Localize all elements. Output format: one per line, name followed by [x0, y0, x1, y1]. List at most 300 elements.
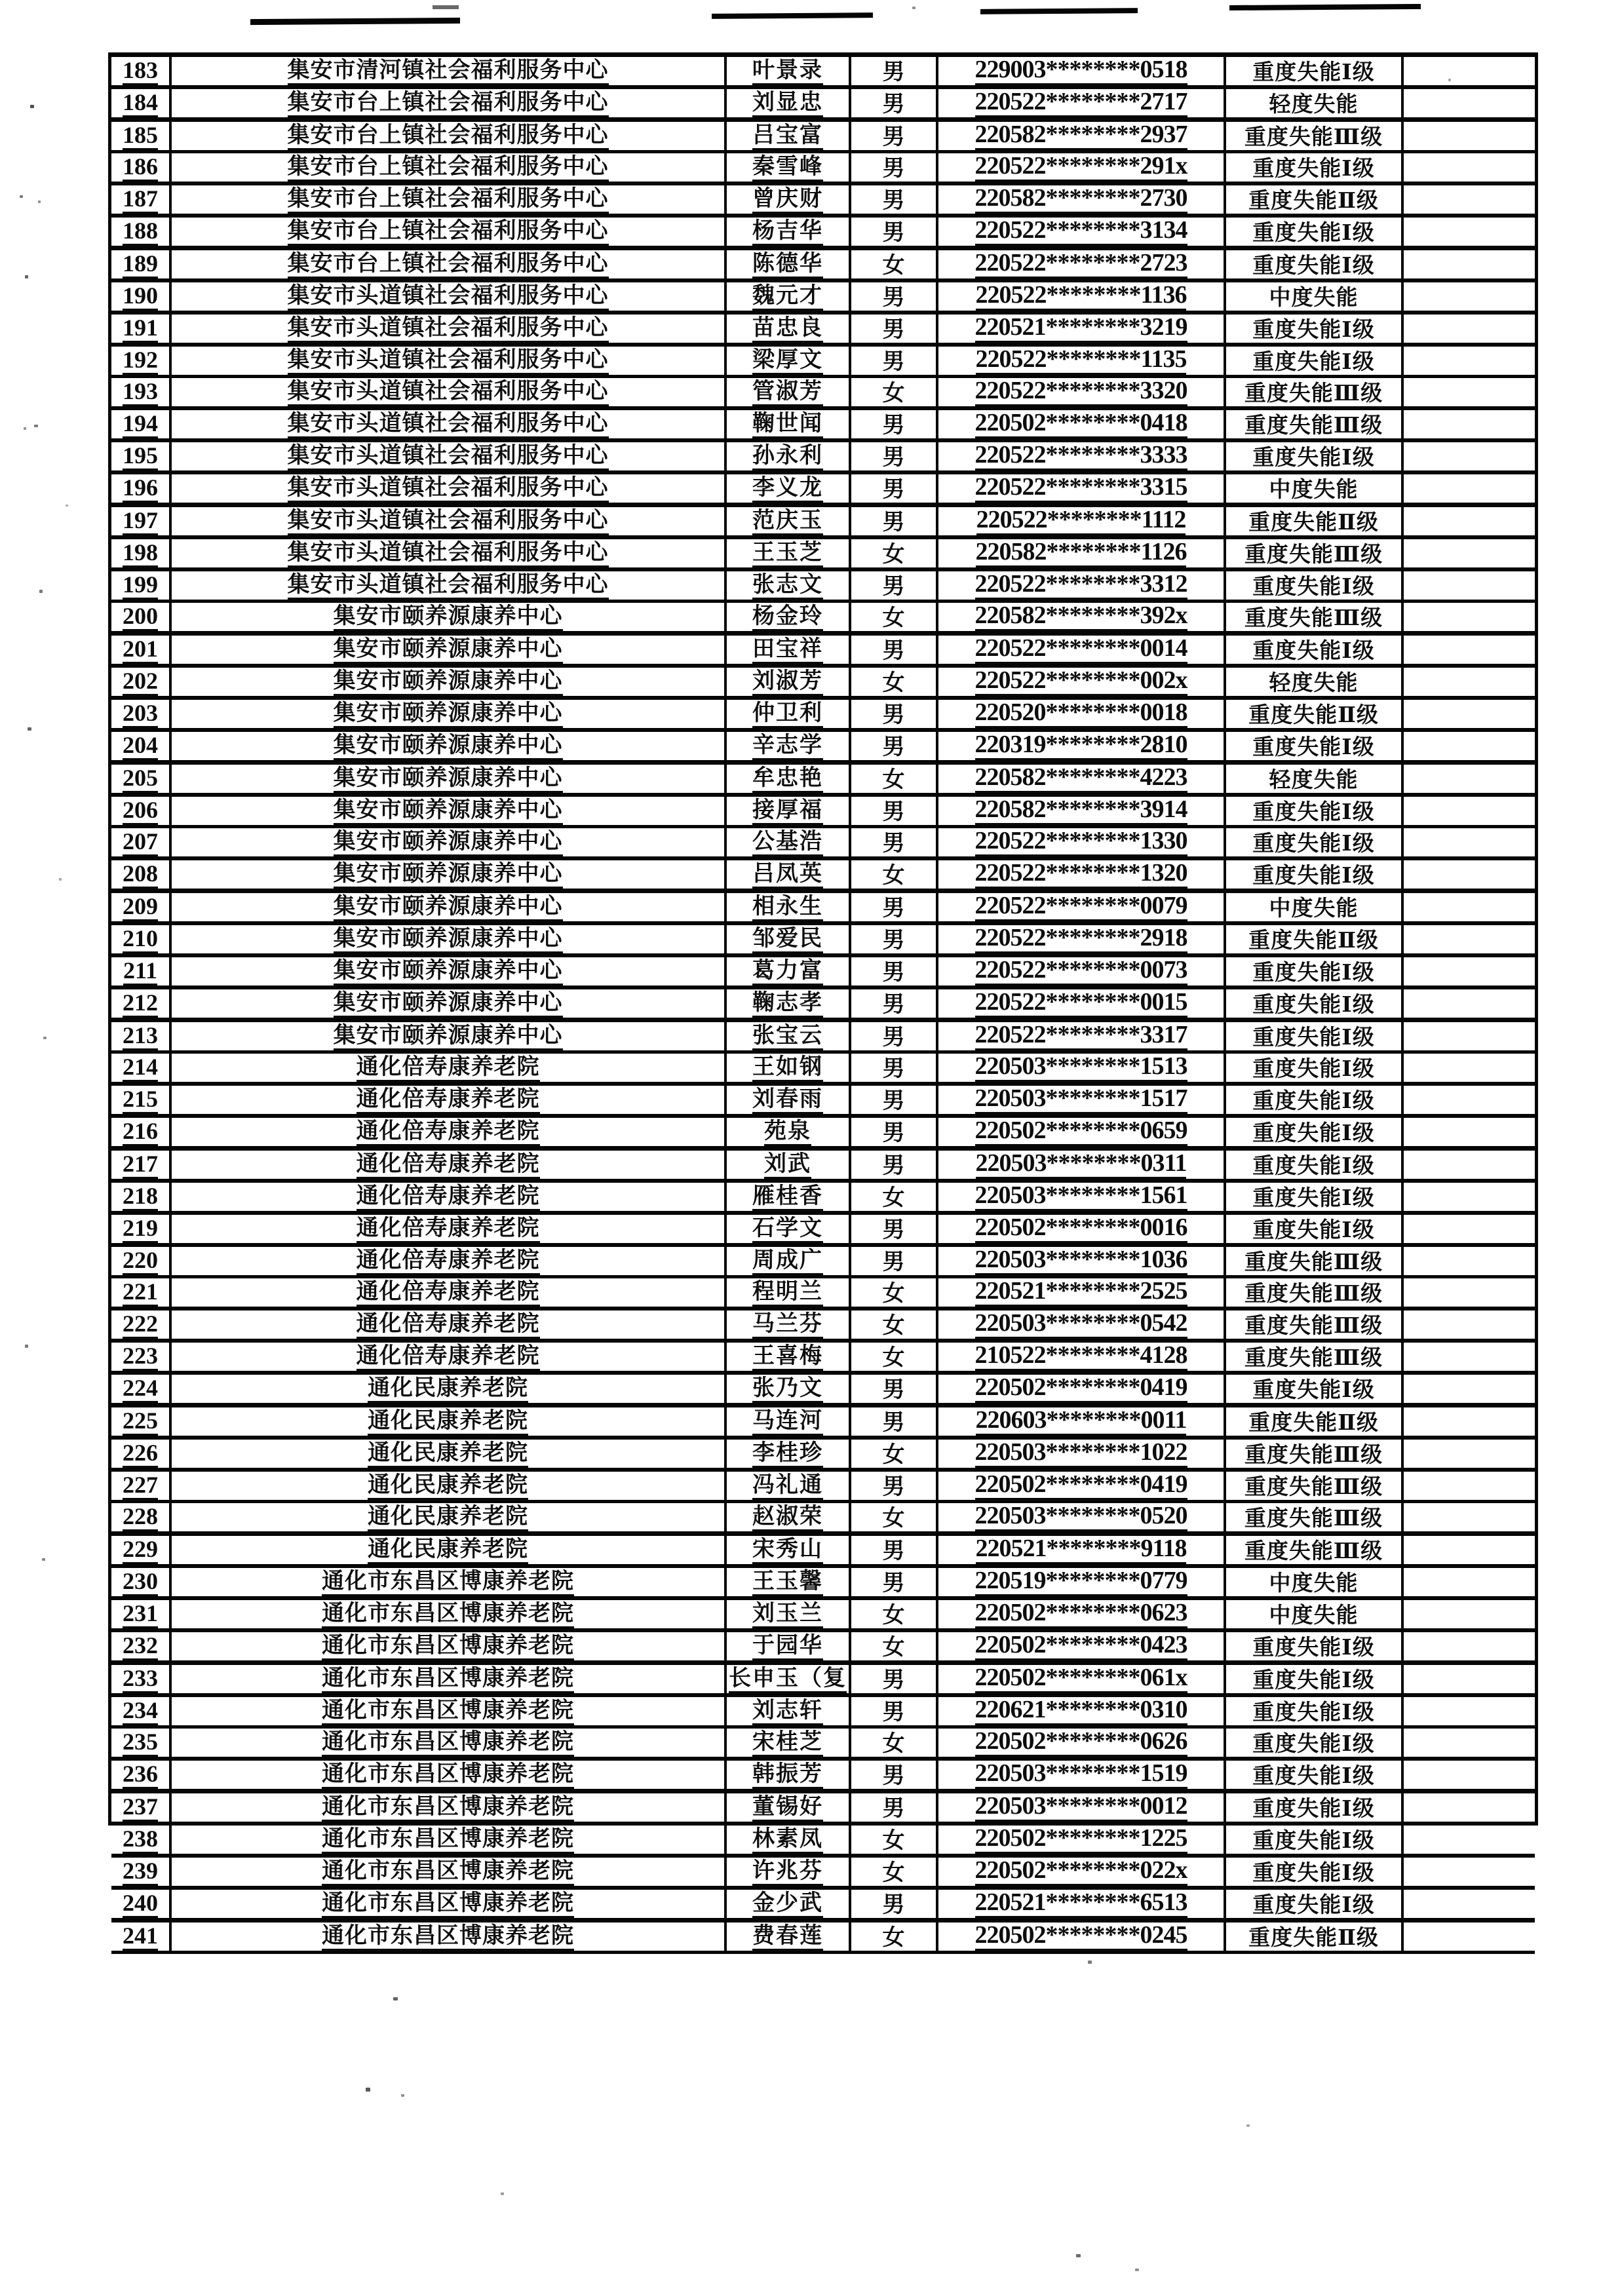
cell-disability-level-text: 重度失能Ⅰ级	[1252, 1669, 1375, 1693]
cell-row-number-text: 188	[123, 219, 158, 246]
cell-id-number-masked-text: 220522********2723	[975, 250, 1187, 278]
cell-row-number	[111, 1697, 172, 1725]
cell-gender	[851, 957, 938, 985]
cell-gender	[851, 893, 938, 921]
cell-row-number-text: 195	[123, 444, 158, 470]
cell-disability-level-text: 重度失能Ⅱ级	[1248, 189, 1379, 213]
cell-gender	[851, 1054, 938, 1082]
table-row	[111, 1858, 1535, 1890]
cell-id-number-masked	[938, 1086, 1226, 1114]
cell-disability-level	[1226, 1761, 1404, 1789]
cell-id-number-masked-text: 220502********0659	[975, 1118, 1187, 1146]
scan-noise-speck	[30, 105, 34, 108]
cell-empty	[1404, 1536, 1535, 1564]
cell-disability-level-text: 重度失能Ⅰ级	[1252, 254, 1375, 278]
cell-empty	[1404, 1761, 1535, 1789]
cell-institution-name-text: 集安市颐养源康养中心	[334, 863, 563, 889]
cell-empty	[1404, 1632, 1535, 1660]
cell-gender	[851, 1472, 938, 1500]
cell-row-number-text: 191	[123, 316, 158, 343]
cell-institution-name	[172, 1890, 727, 1918]
cell-institution-name-text: 通化市东昌区博康养老院	[322, 1763, 574, 1789]
cell-gender	[851, 828, 938, 856]
cell-gender-text: 男	[882, 1571, 905, 1596]
cell-person-name-text: 董锡好	[752, 1796, 823, 1822]
table-row	[111, 797, 1535, 828]
cell-disability-level-text: 重度失能Ⅰ级	[1252, 351, 1375, 374]
cell-disability-level-text: 重度失能Ⅰ级	[1252, 575, 1375, 599]
cell-row-number	[111, 1375, 172, 1403]
cell-row-number	[111, 1086, 172, 1114]
cell-id-number-masked-text: 220522********3315	[975, 474, 1187, 503]
cell-row-number-text: 189	[123, 252, 158, 278]
cell-id-number-masked-text: 220519********0779	[975, 1568, 1187, 1596]
cell-disability-level-text: 重度失能Ⅲ级	[1244, 1314, 1383, 1338]
cell-institution-name	[172, 989, 727, 1018]
cell-empty	[1404, 1151, 1535, 1179]
table-row	[111, 1923, 1535, 1954]
cell-person-name-text: 苑泉	[764, 1120, 811, 1146]
cell-institution-name-text: 集安市颐养源康养中心	[334, 638, 563, 664]
cell-disability-level	[1226, 860, 1404, 889]
cell-empty	[1404, 1311, 1535, 1339]
table-row	[111, 925, 1535, 957]
cell-id-number-masked-text: 220521********6513	[975, 1890, 1187, 1918]
scan-noise-speck	[34, 425, 38, 427]
table-row	[111, 1826, 1535, 1858]
cell-disability-level-text: 重度失能Ⅲ级	[1244, 1476, 1383, 1499]
scan-noise-speck	[25, 275, 28, 278]
cell-institution-name	[172, 1407, 727, 1436]
cell-disability-level	[1226, 1890, 1404, 1918]
cell-person-name	[727, 1568, 851, 1596]
cell-institution-name	[172, 1278, 727, 1307]
cell-person-name	[727, 315, 851, 343]
cell-row-number-text: 214	[123, 1055, 158, 1082]
table-row	[111, 732, 1535, 765]
cell-gender-text: 男	[882, 703, 905, 727]
cell-gender-text: 男	[882, 1893, 905, 1917]
scan-noise-speck	[59, 878, 62, 881]
cell-person-name-text: 金少武	[752, 1892, 823, 1918]
table-row	[111, 1536, 1535, 1568]
cell-row-number	[111, 57, 172, 85]
cell-disability-level-text: 重度失能Ⅰ级	[1252, 61, 1375, 85]
cell-row-number-text: 239	[123, 1859, 158, 1886]
cell-disability-level	[1226, 347, 1404, 375]
cell-id-number-masked	[938, 893, 1226, 921]
cell-person-name	[727, 1890, 851, 1918]
cell-row-number	[111, 410, 172, 438]
cell-gender-text: 男	[882, 92, 905, 117]
cell-disability-level-text: 重度失能Ⅰ级	[1252, 993, 1375, 1017]
cell-empty	[1404, 1183, 1535, 1211]
cell-gender-text: 女	[882, 1829, 905, 1853]
cell-id-number-masked-text: 229003********0518	[975, 57, 1187, 85]
cell-row-number	[111, 1890, 172, 1918]
cell-person-name	[727, 828, 851, 856]
cell-institution-name	[172, 765, 727, 793]
cell-id-number-masked	[938, 957, 1226, 985]
scan-noise-speck	[366, 2088, 370, 2092]
cell-row-number-text: 234	[123, 1698, 158, 1725]
cell-row-number-text: 232	[123, 1634, 158, 1660]
cell-institution-name	[172, 57, 727, 85]
cell-institution-name	[172, 732, 727, 760]
cell-gender-text: 男	[882, 1797, 905, 1821]
cell-person-name-text: 王喜梅	[752, 1345, 823, 1371]
table-row	[111, 571, 1535, 603]
cell-row-number-text: 215	[123, 1087, 158, 1114]
cell-person-name	[727, 1215, 851, 1243]
cell-row-number-text: 238	[123, 1827, 158, 1854]
cell-disability-level	[1226, 1407, 1404, 1436]
cell-institution-name-text: 集安市颐养源康养中心	[334, 831, 563, 856]
cell-disability-level	[1226, 185, 1404, 214]
cell-institution-name	[172, 1343, 727, 1371]
cell-person-name-text: 王如钢	[752, 1056, 823, 1082]
cell-row-number	[111, 1151, 172, 1179]
cell-empty	[1404, 282, 1535, 311]
cell-row-number	[111, 1568, 172, 1596]
cell-person-name-text: 李桂珍	[752, 1442, 823, 1468]
cell-disability-level-text: 重度失能Ⅰ级	[1252, 1894, 1375, 1917]
cell-disability-level	[1226, 315, 1404, 343]
cell-person-name-text: 马连河	[752, 1410, 823, 1436]
cell-id-number-masked-text: 220502********0016	[975, 1215, 1187, 1243]
cell-empty	[1404, 603, 1535, 631]
cell-gender	[851, 1118, 938, 1146]
cell-institution-name-text: 集安市颐养源康养中心	[334, 799, 563, 825]
cell-gender-text: 女	[882, 864, 905, 888]
cell-id-number-masked-text: 220502********1225	[975, 1826, 1187, 1854]
cell-institution-name	[172, 1536, 727, 1564]
cell-institution-name	[172, 1183, 727, 1211]
cell-person-name-text: 叶景录	[752, 60, 823, 85]
cell-institution-name-text: 集安市头道镇社会福利服务中心	[288, 574, 609, 600]
cell-empty	[1404, 700, 1535, 728]
table-row	[111, 410, 1535, 442]
cell-person-name-text: 仲卫利	[752, 702, 823, 728]
cell-gender	[851, 1858, 938, 1886]
cell-person-name	[727, 603, 851, 631]
cell-institution-name	[172, 1632, 727, 1660]
cell-disability-level	[1226, 1375, 1404, 1403]
cell-row-number	[111, 185, 172, 214]
cell-empty	[1404, 1440, 1535, 1468]
cell-gender	[851, 1375, 938, 1403]
scan-noise-speck	[1135, 2268, 1139, 2271]
cell-person-name-text: 魏元才	[752, 285, 823, 311]
cell-institution-name	[172, 668, 727, 696]
cell-disability-level-text: 重度失能Ⅰ级	[1252, 1829, 1375, 1853]
cell-row-number-text: 216	[123, 1119, 158, 1146]
cell-institution-name-text: 通化市东昌区博康养老院	[322, 1731, 574, 1757]
cell-institution-name-text: 集安市颐养源康养中心	[334, 960, 563, 985]
cell-institution-name-text: 集安市头道镇社会福利服务中心	[288, 510, 609, 535]
cell-row-number	[111, 1440, 172, 1468]
table-row	[111, 122, 1535, 153]
cell-disability-level	[1226, 765, 1404, 793]
cell-gender-text: 男	[882, 961, 905, 985]
cell-gender	[851, 1665, 938, 1693]
cell-disability-level	[1226, 1793, 1404, 1822]
cell-row-number-text: 186	[123, 155, 158, 182]
cell-gender-text: 男	[882, 221, 905, 245]
cell-institution-name-text: 集安市清河镇社会福利服务中心	[288, 60, 609, 85]
cell-gender-text: 女	[882, 1603, 905, 1628]
cell-row-number	[111, 282, 172, 311]
cell-institution-name	[172, 1665, 727, 1693]
cell-empty	[1404, 122, 1535, 150]
cell-person-name	[727, 1375, 851, 1403]
cell-person-name-text: 费春莲	[752, 1925, 823, 1951]
cell-row-number	[111, 122, 172, 150]
cell-empty	[1404, 989, 1535, 1018]
cell-person-name-text: 苗忠良	[752, 317, 823, 343]
cell-id-number-masked	[938, 507, 1226, 535]
cell-row-number-text: 207	[123, 830, 158, 856]
table-row	[111, 1407, 1535, 1440]
cell-id-number-masked-text: 220522********1136	[976, 282, 1187, 311]
cell-institution-name	[172, 828, 727, 856]
cell-gender	[851, 1923, 938, 1951]
cell-id-number-masked-text: 220503********0542	[975, 1311, 1187, 1339]
cell-row-number	[111, 1215, 172, 1243]
cell-gender	[851, 153, 938, 182]
cell-disability-level-text: 重度失能Ⅰ级	[1252, 1765, 1375, 1788]
cell-id-number-masked	[938, 1729, 1226, 1757]
cell-gender-text: 男	[882, 1539, 905, 1563]
cell-gender	[851, 1600, 938, 1628]
table-row	[111, 1054, 1535, 1086]
cell-row-number	[111, 1729, 172, 1757]
cell-id-number-masked-text: 220522********1320	[975, 860, 1187, 889]
cell-row-number-text: 212	[123, 991, 158, 1018]
cell-row-number-text: 196	[123, 476, 158, 503]
cell-row-number	[111, 378, 172, 406]
cell-gender	[851, 925, 938, 953]
cell-gender	[851, 1343, 938, 1371]
cell-disability-level	[1226, 1343, 1404, 1371]
cell-disability-level-text: 重度失能Ⅰ级	[1252, 801, 1375, 824]
cell-id-number-masked	[938, 378, 1226, 406]
cell-row-number	[111, 218, 172, 246]
cell-person-name-text: 许兆芬	[752, 1860, 823, 1886]
cell-row-number	[111, 1472, 172, 1500]
cell-gender-text: 女	[882, 543, 905, 567]
cell-institution-name-text: 通化民康养老院	[368, 1442, 528, 1468]
cell-id-number-masked-text: 220502********0418	[975, 410, 1187, 438]
cell-id-number-masked-text: 220503********1022	[975, 1440, 1187, 1468]
cell-institution-name	[172, 1826, 727, 1854]
cell-institution-name	[172, 1761, 727, 1789]
cell-row-number-text: 211	[123, 959, 157, 985]
cell-person-name	[727, 860, 851, 889]
cell-disability-level-text: 重度失能Ⅱ级	[1248, 704, 1379, 727]
cell-row-number	[111, 539, 172, 567]
cell-gender	[851, 700, 938, 728]
cell-disability-level	[1226, 1215, 1404, 1243]
cell-person-name-text: 范庆玉	[752, 510, 823, 535]
cell-disability-level-text: 重度失能Ⅰ级	[1252, 1636, 1375, 1660]
cell-institution-name-text: 通化市东昌区博康养老院	[322, 1860, 574, 1886]
scan-noise-speck	[501, 2192, 504, 2195]
cell-empty	[1404, 1086, 1535, 1114]
cell-person-name-text: 宋桂芝	[752, 1731, 823, 1757]
cell-disability-level-text: 重度失能Ⅰ级	[1252, 1379, 1375, 1402]
cell-disability-level	[1226, 636, 1404, 664]
cell-disability-level	[1226, 1503, 1404, 1531]
cell-row-number	[111, 636, 172, 664]
cell-row-number-text: 184	[123, 90, 158, 117]
cell-disability-level	[1226, 442, 1404, 470]
cell-empty	[1404, 539, 1535, 567]
cell-row-number	[111, 1311, 172, 1339]
cell-disability-level	[1226, 1632, 1404, 1660]
cell-id-number-masked-text: 220582********1126	[976, 539, 1187, 567]
cell-institution-name-text: 集安市颐养源康养中心	[334, 1025, 563, 1050]
cell-institution-name-text: 集安市颐养源康养中心	[334, 735, 563, 760]
cell-person-name	[727, 1086, 851, 1114]
cell-disability-level	[1226, 539, 1404, 567]
cell-disability-level-text: 重度失能Ⅲ级	[1244, 126, 1383, 149]
cell-person-name-text: 马兰芬	[752, 1313, 823, 1339]
cell-id-number-masked	[938, 282, 1226, 311]
cell-disability-level-text: 重度失能Ⅰ级	[1252, 832, 1375, 856]
cell-institution-name	[172, 1729, 727, 1757]
cell-id-number-masked-text: 220521********2525	[975, 1278, 1187, 1307]
cell-empty	[1404, 1054, 1535, 1082]
cell-person-name-text: 孙永利	[752, 445, 823, 470]
cell-gender-text: 男	[882, 350, 905, 374]
cell-disability-level-text: 重度失能Ⅰ级	[1252, 640, 1375, 663]
cell-gender-text: 男	[882, 1025, 905, 1050]
cell-person-name-text: 田宝祥	[752, 638, 823, 664]
cell-person-name	[727, 1343, 851, 1371]
cell-empty	[1404, 410, 1535, 438]
cell-row-number-text: 223	[123, 1344, 158, 1371]
cell-person-name-text: 张志文	[752, 574, 823, 600]
cell-person-name-text: 吕凤英	[752, 863, 823, 889]
cell-empty	[1404, 1568, 1535, 1596]
cell-disability-level	[1226, 700, 1404, 728]
cell-gender-text: 男	[882, 993, 905, 1017]
cell-disability-level	[1226, 57, 1404, 85]
cell-gender	[851, 1407, 938, 1436]
cell-id-number-masked	[938, 1151, 1226, 1179]
cell-row-number	[111, 797, 172, 825]
cell-disability-level-text: 重度失能Ⅰ级	[1252, 1122, 1375, 1145]
cell-gender	[851, 1311, 938, 1339]
cell-id-number-masked	[938, 603, 1226, 631]
cell-person-name	[727, 185, 851, 214]
cell-person-name-text: 相永生	[752, 896, 823, 921]
cell-gender	[851, 1247, 938, 1275]
cell-row-number	[111, 89, 172, 117]
cell-gender	[851, 185, 938, 214]
table-row	[111, 442, 1535, 474]
cell-institution-name-text: 通化市东昌区博康养老院	[322, 1892, 574, 1918]
cell-disability-level	[1226, 893, 1404, 921]
cell-row-number-text: 190	[123, 284, 158, 311]
cell-person-name-text: 吕宝富	[752, 124, 823, 150]
cell-id-number-masked	[938, 668, 1226, 696]
cell-id-number-masked	[938, 57, 1226, 85]
cell-row-number	[111, 925, 172, 953]
cell-id-number-masked-text: 220520********0018	[975, 700, 1187, 728]
scan-artifact-line	[250, 18, 460, 25]
cell-row-number	[111, 1858, 172, 1886]
cell-id-number-masked	[938, 539, 1226, 567]
cell-row-number-text: 226	[123, 1441, 158, 1468]
cell-disability-level	[1226, 603, 1404, 631]
cell-id-number-masked	[938, 1183, 1226, 1211]
cell-gender	[851, 1278, 938, 1307]
cell-gender-text: 男	[882, 1475, 905, 1499]
cell-gender-text: 男	[882, 446, 905, 470]
cell-gender	[851, 732, 938, 760]
cell-disability-level-text: 重度失能Ⅲ级	[1244, 1347, 1383, 1370]
scan-noise-speck	[1088, 1961, 1092, 1964]
cell-gender	[851, 668, 938, 696]
cell-gender-text: 女	[882, 1926, 905, 1950]
cell-gender	[851, 1568, 938, 1596]
cell-institution-name-text: 集安市台上镇社会福利服务中心	[288, 92, 609, 117]
cell-gender-text: 男	[882, 510, 905, 535]
table-row	[111, 1440, 1535, 1472]
table-row	[111, 185, 1535, 218]
cell-id-number-masked-text: 220503********0520	[975, 1503, 1187, 1531]
cell-gender	[851, 1632, 938, 1660]
cell-gender	[851, 1183, 938, 1211]
cell-institution-name-text: 集安市台上镇社会福利服务中心	[288, 188, 609, 214]
cell-person-name-text: 牟忠艳	[752, 767, 823, 793]
cell-gender-text: 男	[882, 286, 905, 310]
cell-row-number-text: 183	[123, 58, 158, 85]
scan-noise-speck	[1076, 2254, 1081, 2257]
cell-institution-name-text: 集安市头道镇社会福利服务中心	[288, 285, 609, 311]
cell-empty	[1404, 925, 1535, 953]
table-row	[111, 218, 1535, 250]
cell-empty	[1404, 1826, 1535, 1854]
cell-person-name-text: 邹爱民	[752, 928, 823, 953]
cell-institution-name-text: 集安市头道镇社会福利服务中心	[288, 542, 609, 567]
cell-institution-name-text: 通化市东昌区博康养老院	[322, 1635, 574, 1660]
cell-person-name	[727, 1407, 851, 1436]
cell-institution-name	[172, 218, 727, 246]
cell-disability-level	[1226, 1054, 1404, 1082]
cell-disability-level	[1226, 122, 1404, 150]
cell-empty	[1404, 1407, 1535, 1436]
cell-gender-text: 女	[882, 1732, 905, 1756]
cell-institution-name	[172, 1600, 727, 1628]
cell-disability-level	[1226, 1086, 1404, 1114]
cell-id-number-masked	[938, 797, 1226, 825]
cell-person-name	[727, 765, 851, 793]
cell-gender	[851, 860, 938, 889]
table-row	[111, 347, 1535, 378]
cell-person-name	[727, 1632, 851, 1660]
cell-disability-level	[1226, 1151, 1404, 1179]
cell-institution-name	[172, 1697, 727, 1725]
cell-disability-level-text: 重度失能Ⅰ级	[1252, 157, 1375, 181]
cell-row-number-text: 224	[123, 1376, 158, 1403]
cell-id-number-masked-text: 220522********291x	[975, 153, 1187, 182]
cell-institution-name	[172, 1503, 727, 1531]
cell-disability-level-text: 重度失能Ⅰ级	[1252, 1732, 1375, 1756]
cell-row-number	[111, 700, 172, 728]
